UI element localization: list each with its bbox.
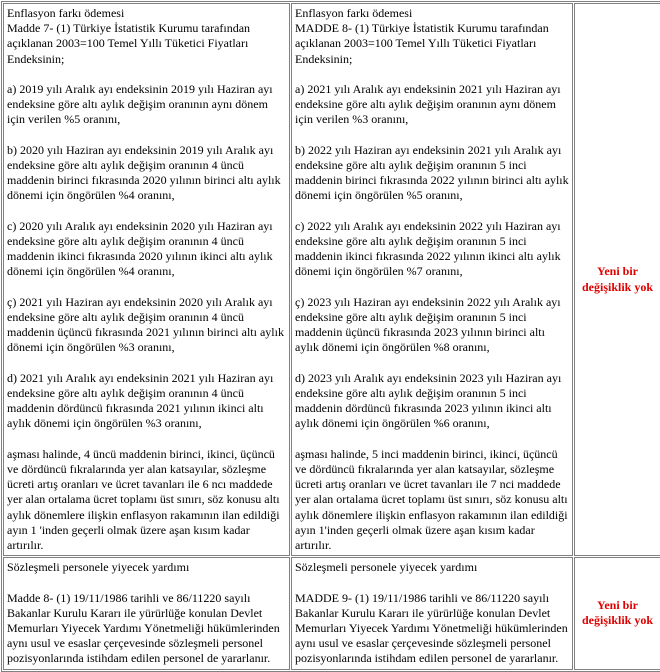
comparison-table — [1, 1, 660, 672]
article-item: a) 2019 yılı Aralık ayı endeksinin 2019 yılı Haziran ayı endeksine göre altı aylık değişim oranının aynı dönem için verilen %5 oranını, — [7, 82, 273, 127]
article-item: d) 2021 yılı Aralık ayı endeksinin 2021 yılı Haziran ayı endeksine göre altı aylık değişim oranının 4 üncü maddenin dördüncü fıkrasında 2021 yılının ikinci altı aylık dönemi için öngörülen %3 oranını, — [7, 370, 274, 431]
article-title: Enflasyon farkı ödemesi — [7, 6, 125, 20]
article-title: Sözleşmeli personele yiyecek yardımı — [7, 560, 190, 575]
article-item: b) 2020 yılı Haziran ayı endeksinin 2019 yılı Aralık ayı endeksine göre altı aylık değişim oranının 4 üncü maddenin birinci fıkrasında 2020 yılının birinci altı aylık dönemi için öngörülen %4 oranını, — [7, 142, 281, 203]
article-closing: aşması halinde, 5 inci maddenin birinci, ikinci, üçüncü ve dördüncü fıkralarında yer alan katsayılar, sözleşme ücreti artış oranları ve ücret tavanları ile 7 nci maddede yer alan ortalama ücret toplamı üst sınırı, söz konusu altı aylık dönemlere ilişkin enflasyon rakamının ilan edildiği ayın 1'inden geçerli olmak üzere aşan kısım kadar artırılır. — [295, 446, 568, 553]
old-text-cell — [3, 557, 290, 669]
article-item: c) 2022 yılı Aralık ayı endeksinin 2022 yılı Haziran ayı endeksine göre altı aylık değişim oranının 5 inci maddenin ikinci fıkrasında 2022 yılının ikinci altı aylık dönemi için öngörülen %7 oranını, — [295, 218, 561, 279]
article-body: MADDE 9- (1) 19/11/1986 tarihli ve 86/11220 sayılı Bakanlar Kurulu Kararı ile yürürlüğe konulan Devlet Memurları Yiyecek Yardımı Yönetmeliği hükümlerinden aynı usul ve esaslar çerçevesinde sözleşmeli personel pozisyonlarında istihdam edilen personel de yararlanır. — [295, 590, 568, 666]
article-intro: Madde 7- (1) Türkiye İstatistik Kurumu tarafından açıklanan 2003=100 Temel Yıllı Tüketici Fiyatları Endeksinin; — [7, 21, 251, 66]
article-item: d) 2023 yılı Aralık ayı endeksinin 2023 yılı Haziran ayı endeksine göre altı aylık değişim oranının 5 inci maddenin dördüncü fıkrasında 2023 yılının ikinci altı aylık dönemi için öngörülen %6 oranını, — [295, 370, 562, 431]
table-row — [3, 3, 660, 556]
article-item: a) 2021 yılı Aralık ayı endeksinin 2021 yılı Haziran ayı endeksine göre altı aylık değişim oranının aynı dönem için verilen %3 oranını, — [295, 82, 561, 127]
old-text-cell — [3, 3, 290, 556]
article-intro: MADDE 8- (1) Türkiye İstatistik Kurumu tarafından açıklanan 2003=100 Temel Yıllı Tüketici Fiyatları Endeksinin; — [295, 21, 549, 66]
article-title: Enflasyon farkı ödemesi — [295, 6, 413, 20]
article-title: Sözleşmeli personele yiyecek yardımı — [295, 560, 478, 575]
new-text-cell — [291, 3, 573, 556]
table-row — [3, 557, 660, 669]
article-item: c) 2020 yılı Aralık ayı endeksinin 2020 yılı Haziran ayı endeksine göre altı aylık değişim oranının 4 üncü maddenin ikinci fıkrasında 2020 yılının ikinci altı aylık dönemi için öngörülen %4 oranını, — [7, 218, 273, 279]
new-text-cell — [291, 557, 573, 669]
article-item: ç) 2023 yılı Haziran ayı endeksinin 2022 yılı Aralık ayı endeksine göre altı aylık değişim oranının 5 inci maddenin üçüncü fıkrasında 2023 yılının birinci altı aylık dönemi için öngörülen %8 oranını, — [295, 294, 561, 355]
change-note: Yeni bir değişiklik yok — [574, 557, 660, 669]
article-item: b) 2022 yılı Haziran ayı endeksinin 2021 yılı Aralık ayı endeksine göre altı aylık değişim oranının 5 inci maddenin birinci fıkrasında 2022 yılının birinci altı aylık dönemi için öngörülen %5 oranını, — [295, 142, 569, 203]
change-note: Yeni bir değişiklik yok — [574, 3, 660, 556]
article-closing: aşması halinde, 4 üncü maddenin birinci, ikinci, üçüncü ve dördüncü fıkralarında yer alan katsayılar, sözleşme ücreti artış oranları ve ücret tavanları ile 6 ncı maddede yer alan ortalama ücret toplamı üst sınırı, söz konusu altı aylık dönemlere ilişkin enflasyon rakamının ilan edildiği ayın 1 'inden geçerli olmak üzere aşan kısım kadar artırılır. — [7, 446, 280, 553]
article-item: ç) 2021 yılı Haziran ayı endeksinin 2020 yılı Aralık ayı endeksine göre altı aylık değişim oranının 4 üncü maddenin üçüncü fıkrasında 2021 yılının birinci altı aylık dönemi için öngörülen %3 oranını, — [7, 294, 284, 355]
article-body: Madde 8- (1) 19/11/1986 tarihli ve 86/11220 sayılı Bakanlar Kurulu Kararı ile yürürlüğe konulan Devlet Memurları Yiyecek Yardımı Yönetmeliği hükümlerinden aynı usul ve esaslar çerçevesinde sözleşmeli personel pozisyonlarında istihdam edilen personel de yararlanır. — [7, 590, 280, 666]
